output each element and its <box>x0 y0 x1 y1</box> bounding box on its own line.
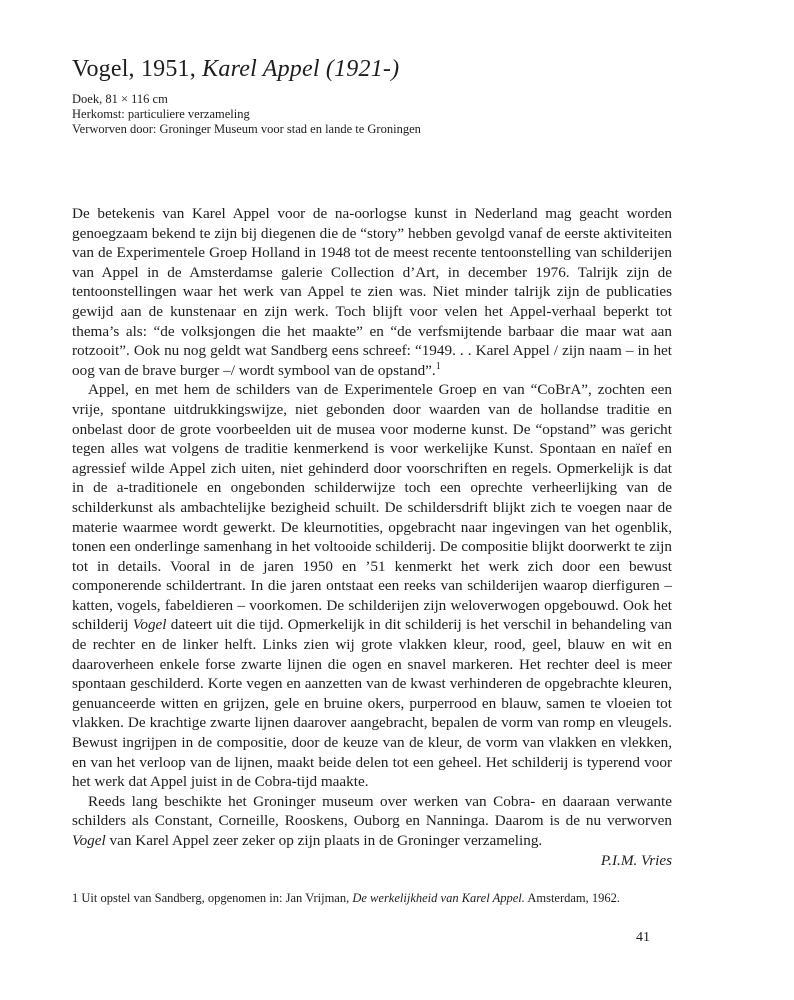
paragraph-2 <box>72 380 672 791</box>
artwork-heading <box>72 56 399 83</box>
artwork-metadata <box>72 92 421 137</box>
acquisition: Verworven door: Groninger Museum voor stad en lande te Groningen <box>72 122 421 136</box>
footnote-text-a: Uit opstel van Sandberg, opgenomen in: Jan Vrijman, <box>78 891 353 905</box>
footnote-text-b: Amsterdam, 1962. <box>524 891 621 905</box>
provenance: Herkomst: particuliere verzameling <box>72 107 250 121</box>
article-body <box>72 204 672 870</box>
paragraph-3-text-a: Reeds lang beschikte het Groninger museum over werken van Cobra- en daaraan verwante schilders als Constant, Corneille, Rooskens, Ouborg en Nanninga. Daarom is de nu verworven <box>72 792 672 830</box>
paragraph-3-text-b: van Karel Appel zeer zeker op zijn plaats in de Groninger verzameling. <box>105 832 543 849</box>
footnote-reference: 1 <box>435 360 441 372</box>
footnote-number: 1 <box>72 891 79 905</box>
paragraph-2-text-b: dateert uit die tijd. Opmerkelijk in dit schilderij is het verschil in behandeling van de rechter en de linker helft. Links zien wij grote vlakken kleur, rood, geel, blauw en wit en daaroverheen enkele forse zwarte lijnen die ogen en snavel markeren. Het rechter deel is meer spontaan geschilderd. Korte vegen en aanzetten van de kwast verhinderen de opgebrachte kleuren, genuanceerde witten en grijzen, gele en bruine okers, purperrood en blauw, samen te vloeien tot vlakken. De krachtige zwarte lijnen daarover aangebracht, bepalen de vorm van romp en vleugels. Bewust ingrijpen in de compositie, door de keuze van de kleur, de vorm van vlakken en vlekken, en van het verloop van de lijnen, maakt beide delen tot een geheel. Het schilderij is typerend voor het werk dat Appel juist in de Cobra-tijd maakte. <box>72 616 672 791</box>
paragraph-1-text: De betekenis van Karel Appel voor de na-oorlogse kunst in Nederland mag geacht worden genoegzaam bekend te zijn bij diegenen die de “story” hebben gevolgd vanaf de eerste aktiviteiten van de Experimentele Groep Holland in 1948 tot de meest recente tentoonstelling van schilderijen van Appel in de Amsterdamse galerie Collection d’Art, in december 1976. Talrijk zijn de tentoonstellingen waar het werk van Appel te zien was. Niet minder talrijk zijn de publicaties gewijd aan de kunstenaar en zijn werk. Toch blijft voor velen het Appel-verhaal beperkt tot thema’s als: “de volksjongen die het maakte” en “de verfsmijtende barbaar die maar wat aan rotzooit”. Ook nu nog geldt wat Sandberg eens schreef: “1949. . . Karel Appel / zijn naam – in het oog van de brave burger –/ wordt symbool van de opstand”. <box>72 205 672 379</box>
author-signature: P.I.M. Vries <box>600 851 672 869</box>
paragraph-1 <box>72 204 672 380</box>
paragraph-3 <box>72 792 672 851</box>
paragraph-2-text-a: Appel, en met hem de schilders van de Experimentele Groep en van “CoBrA”, zochten een vrije, spontane uitdrukkingswijze, niet gebonden door waarden van de hollandse traditie en onbelast door de grote voorbeelden uit de musea voor moderne kunst. De “opstand” was gericht tegen alles wat volgens de traditie kenmerkend is voor werkelijke Kunst. Spontaan en naïef en agressief wilde Appel zich uiten, niet gehinderd door voorschriften en regels. Opmerkelijk is dat in de a-traditionele en ongebonden schilderwijze toch een oprechte verheerlijking van de schilderkunst als ambachtelijke bezigheid schuilt. De schildersdrift blijkt zich te voegen naar de materie waarmee wordt gewerkt. De kleurnotities, opgebracht naar ingevingen van het ogenblik, tonen een onderlinge samenhang in het voltooide schilderij. De compositie blijkt doorwerkt te zijn tot in details. Vooral in de jaren 1950 en ’51 kenmerkt het werk zich door een bewust componerende schildertrant. In die jaren ontstaat een reeks van schilderijen waarop dierfiguren – katten, vogels, fabeldieren – voorkomen. De schilderijen zijn weloverwogen opgebouwd. Ook het schilderij <box>72 381 672 634</box>
paragraph-2-artwork-title: Vogel <box>132 616 167 634</box>
footnote-book-title: De werkelijkheid van Karel Appel. <box>352 891 525 905</box>
medium-dimensions: Doek, 81 × 116 cm <box>72 92 168 106</box>
artist-name: Karel Appel (1921-) <box>202 56 400 82</box>
footnote <box>72 890 672 906</box>
page-number: 41 <box>636 930 650 945</box>
paragraph-3-artwork-title: Vogel <box>72 832 106 849</box>
artwork-title: Vogel, 1951, <box>72 56 203 82</box>
